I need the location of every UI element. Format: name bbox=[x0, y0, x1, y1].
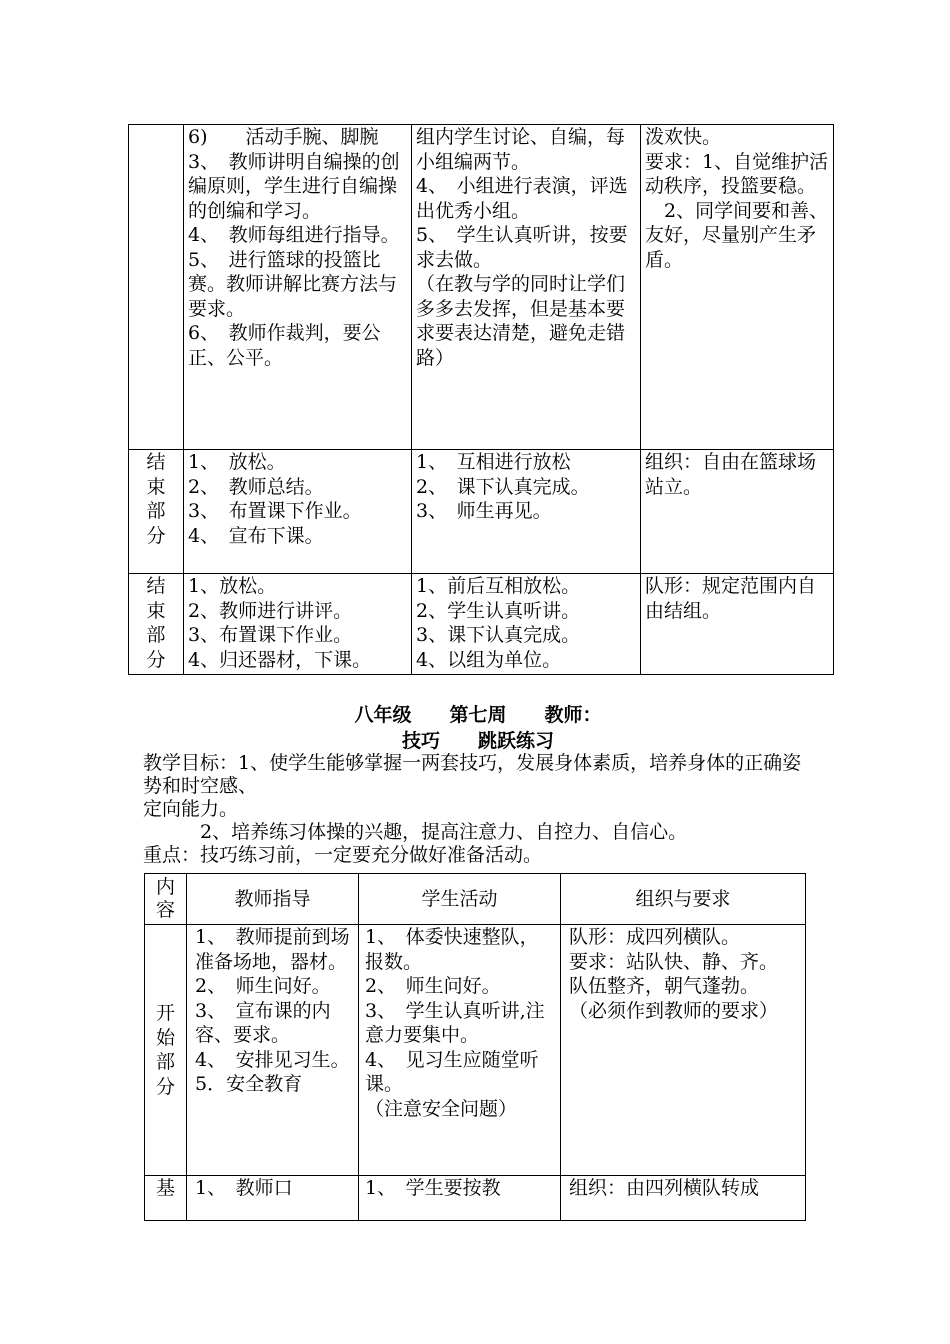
lesson-heading bbox=[143, 702, 813, 754]
list-item: 组内学生讨论、自编，每小组编两节。 bbox=[416, 126, 626, 173]
list-item: 2、学生认真听讲。 bbox=[416, 599, 581, 622]
list-item: 1、 放松。 bbox=[188, 451, 286, 473]
list-item: 3、课下认真完成。 bbox=[416, 624, 581, 646]
header-student-activity: 学生活动 bbox=[359, 874, 561, 925]
teacher-guide-cell bbox=[184, 450, 412, 574]
section-cell: 基 bbox=[145, 1176, 187, 1221]
goal-line-2: 定向能力。 bbox=[143, 798, 239, 820]
list-item: 1、前后互相放松。 bbox=[416, 575, 581, 597]
student-activity-cell bbox=[412, 574, 641, 675]
lesson-table-continued bbox=[128, 124, 834, 675]
list-item: 泼欢快。 bbox=[645, 126, 722, 148]
header-content: 内容 bbox=[145, 874, 187, 925]
list-item: 2、 师生问好。 bbox=[195, 975, 331, 997]
student-activity-cell bbox=[412, 125, 641, 450]
section-cell: 开 始 部 分 bbox=[145, 925, 187, 1176]
organization-cell: 组织：自由在篮球场站立。 bbox=[641, 450, 834, 574]
list-item: 2、教师进行讲评。 bbox=[188, 599, 353, 622]
list-item: 4、 小组进行表演，评选出优秀小组。 bbox=[416, 175, 628, 222]
table-row bbox=[129, 574, 834, 675]
section-cell: 结 束 部 分 bbox=[129, 574, 184, 675]
list-item: 3、 学生认真听讲,注意力要集中。 bbox=[365, 999, 545, 1046]
list-item: 1、 互相进行放松 bbox=[416, 451, 571, 473]
list-item: 3、 教师讲明自编操的创编原则，学生进行自编操的创编和学习。 bbox=[188, 150, 400, 222]
list-item: 要求：站队快、静、齐。 bbox=[569, 950, 779, 973]
list-item: 4、 教师每组进行指导。 bbox=[188, 224, 400, 246]
organization-cell: 组织：由四列横队转成 bbox=[561, 1176, 806, 1221]
list-item: 队形：成四列横队。 bbox=[569, 926, 741, 948]
list-item: 4、 安排见习生。 bbox=[195, 1048, 350, 1071]
lesson-focus: 重点：技巧练习前，一定要充分做好准备活动。 bbox=[143, 844, 543, 866]
list-item: 要求：1、自觉维护活动秩序，投篮要稳。 bbox=[645, 150, 829, 197]
organization-cell bbox=[561, 925, 806, 1176]
list-item: （必须作到教师的要求） bbox=[569, 999, 779, 1022]
list-item: （注意安全问题） bbox=[365, 1097, 518, 1120]
table-row bbox=[145, 1176, 806, 1221]
list-item: 3、布置课下作业。 bbox=[188, 624, 353, 646]
header-teacher-guide: 教师指导 bbox=[187, 874, 359, 925]
teacher-guide-cell bbox=[184, 125, 412, 450]
organization-cell bbox=[641, 125, 834, 450]
teaching-goals bbox=[143, 752, 813, 867]
list-item: 2、 师生问好。 bbox=[365, 975, 501, 997]
list-item: 3、 师生再见。 bbox=[416, 500, 552, 522]
section-cell bbox=[129, 125, 184, 450]
list-item: （在教与学的同时让学们多多去发挥，但是基本要求要表达清楚，避免走错路） bbox=[416, 273, 626, 369]
list-item: 6) 活动手腕、脚腕 bbox=[188, 126, 379, 148]
list-item: 1、 教师提前到场准备场地，器材。 bbox=[195, 926, 350, 973]
list-item: 4、 见习生应随堂听课。 bbox=[365, 1048, 539, 1095]
section-cell: 结 束 部 分 bbox=[129, 450, 184, 574]
list-item: 2、同学间要和善、友好，尽量别产生矛盾。 bbox=[645, 199, 829, 271]
lesson-topic: 技巧 跳跃练习 bbox=[401, 730, 554, 752]
lesson-plan-table bbox=[144, 873, 806, 1221]
teacher-guide-cell bbox=[187, 925, 359, 1176]
list-item: 4、 宣布下课。 bbox=[188, 524, 324, 547]
organization-cell: 队形：规定范围内自由结组。 bbox=[641, 574, 834, 675]
list-item: 3、 宣布课的内容、要求。 bbox=[195, 999, 331, 1046]
list-item: 5、 进行篮球的投篮比赛。教师讲解比赛方法与要求。 bbox=[188, 248, 398, 320]
goal-line-1: 教学目标：1、使学生能够掌握一两套技巧，发展身体素质，培养身体的正确姿势和时空感、 bbox=[143, 752, 802, 797]
teacher-guide-cell: 1、 教师口 bbox=[187, 1176, 359, 1221]
teacher-guide-cell bbox=[184, 574, 412, 675]
list-item: 6、 教师作裁判，要公正、公平。 bbox=[188, 322, 381, 369]
student-activity-cell bbox=[359, 925, 561, 1176]
table-row bbox=[129, 450, 834, 574]
table-row bbox=[145, 925, 806, 1176]
student-activity-cell: 1、 学生要按教 bbox=[359, 1176, 561, 1221]
list-item: 4、归还器材，下课。 bbox=[188, 648, 372, 671]
list-item: 2、 教师总结。 bbox=[188, 475, 324, 498]
list-item: 4、以组为单位。 bbox=[416, 648, 562, 671]
list-item: 队伍整齐，朝气蓬勃。 bbox=[569, 975, 760, 997]
list-item: 2、 课下认真完成。 bbox=[416, 475, 590, 498]
table-row bbox=[129, 125, 834, 450]
list-item: 1、放松。 bbox=[188, 575, 277, 597]
student-activity-cell bbox=[412, 450, 641, 574]
goal-line-3: 2、培养练习体操的兴趣，提高注意力、自控力、自信心。 bbox=[200, 821, 688, 843]
list-item: 1、 体委快速整队，报数。 bbox=[365, 926, 539, 973]
list-item: 5．安全教育 bbox=[195, 1073, 303, 1095]
header-organization: 组织与要求 bbox=[561, 874, 806, 925]
table-header-row bbox=[145, 874, 806, 925]
grade-week-line: 八年级 第七周 教师： bbox=[354, 704, 602, 726]
list-item: 3、 布置课下作业。 bbox=[188, 500, 362, 522]
list-item: 5、 学生认真听讲，按要求去做。 bbox=[416, 224, 628, 271]
